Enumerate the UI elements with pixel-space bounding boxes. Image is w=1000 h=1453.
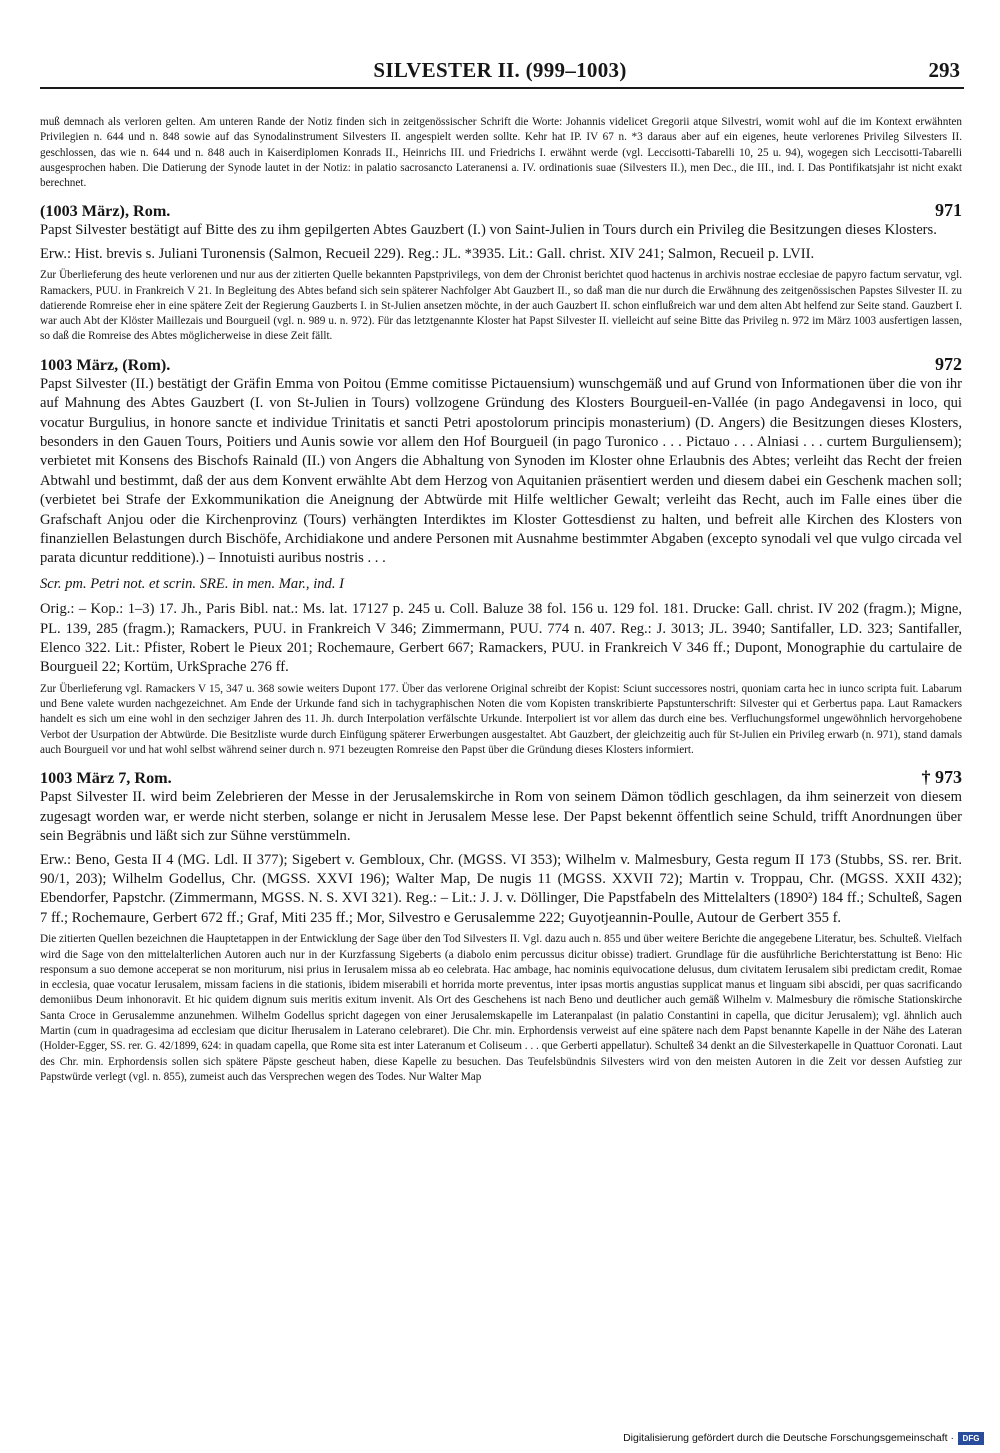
entry-date: 1003 März, (Rom). <box>40 355 171 374</box>
header-title: SILVESTER II. (999–1003) <box>373 58 627 82</box>
entry-summary: Papst Silvester bestätigt auf Bitte des zu ihm gepilgerten Abtes Gauzbert (I.) von Saint-Julien in Tours durch ein Privileg die Besitzungen dieses Klosters. <box>40 222 937 239</box>
entry-note: Die zitierten Quellen bezeichnen die Hauptetappen in der Entwicklung der Sage über den Tod Silvesters II. Vgl. dazu auch n. 855 und über weitere Berichte die angegebene Literatur, bes. Schulteß. Vielfach wird die Sage von den mittelalterlichen Autoren auch nur in der Kurzfassung Sigeberts (a diabolo enim percussus dicitur obisse) tradiert. Grundlage für die ausführliche Berichterstattung ist Beno: Hic responsum a suo demone acceperat se non moriturum, nisi prius in Ierusalem missa ab eo celebrata. Hac ambage, hac nominis equivocatione delusus, dum civitatem Ierusalem sibi predictam credit, Romae in ecclesia, quae vocatur Ierusalem, missam faciens in die stationis, ibidem miserabili et horrida morte preventus, inter ipsas mortis angustias supplicat manus et linguam sibi abscidi, per quas sacrificando demoniibus Deum inhonoravit. Et hic quidem dignum suis meritis exitum invenit. Als Ort des Geschehens ist nach Beno und deutlicher auch gemäß Wilhelm v. Malmesbury die römische Stationskirche Santa Croce in Gerusalemme anzunehmen. Wilhelm Godellus spricht dagegen von einer Jerusalemskapelle im Lateranpalast (in palatio Constantini in capella, que dicitur Jerusalem); vgl. ähnlich auch Martin (cum in quadragesima ad ecclesiam que dicitur Iherusalem in Laterano celebraret). Die Chr. min. Erphordensis verweist auf eine spätere nach dem Papst benannte Kapelle in der Nähe des Lateran (Holder-Egger, SS. rer. G. 42/1899, 624: in quadam capella, que Rome sita est inter Lateranum et Coliseum . . . que Gerberti appellatur). Schulteß 34 denkt an die Silvesterkapelle in Quattuor Coronati. Laut des Chr. min. Erphordensis sollen sich spätere Päpste gescheut haben, diese Kapelle zu besuchen. Das Teufelsbündnis Silvesters wird von den meisten Autoren in die Zeit vor dessen Aufstieg zur Papstwürde verlegt (vgl. n. 855), zumeist auch das Versprechen wegen des Todes. Nur Walter Map <box>40 933 962 1083</box>
entry-date: 1003 März 7, Rom. <box>40 769 172 788</box>
entry-references: Erw.: Hist. brevis s. Juliani Turonensis (Salmon, Recueil 229). Reg.: JL. *3935. Lit.: Gall. christ. XIV 241; Salmon, Recueil p. LVII. <box>40 245 815 262</box>
page-number: 293 <box>928 58 960 82</box>
entry-references: Erw.: Beno, Gesta II 4 (MG. Ldl. II 377); Sigebert v. Gembloux, Chr. (MGSS. VI 353); Wilhelm v. Malmesbury, Gesta regum II 173 (Stubbs, SS. rer. Brit. 90/1, 203); Wilhelm Godellus, Chr. (MGSS. XXVI 196); Walter Map, De nugis 11 (MGSS. XXVII 72); Martin v. Troppau, Chr. (MGSS. XXII 432); Ebendorfer, Papstchr. (Zimmermann, MGSS. N. S. XVI 321). Reg.: – Lit.: J. J. v. Döllinger, Die Papstfabeln des Mittelalters (1890²) 184 ff.; Schulteß, Sagen 7 ff.; Rochemaure, Gerbert 672 ff.; Graf, Miti 235 ff.; Mor, Silvestro e Gerusalemme 222; Guyotjeannin-Poulle, Autour de Gerbert 355 f. <box>40 851 962 926</box>
header-rule <box>40 87 964 89</box>
entry-summary: Papst Silvester (II.) bestätigt der Gräfin Emma von Poitou (Emme comitisse Pictauensium) wunschgemäß und auf Grund von Informationen über die von ihr auf Mahnung des Abtes Gauzbert (I. von St-Julien in Tours) vollzogene Gründung des Klosters Bourgueil-en-Vallée (in pago Andegavensi in loco, qui vocatur Burgulius, in honore sancte et individue Trinitatis et sancti Petri apostolorum principis monasterium) (D. Angers) die Besitzungen dieses Klosters, besonders in den Gauen Tours, Poitiers und Aunis sowie vor allem den Hof Bourgueil (in pago Turonico . . . Pictauo . . . Alniasi . . . curtem Burguliensem); verbietet mit Konsens des Bischofs Rainald (II.) von Angers die Abhaltung von Synoden im Kloster ohne Erlaubnis des Abtes; verleiht das Recht der freien Abtwahl und bestimmt, daß der aus dem Konvent erwählte Abt dem Herzog von Aquitanien präsentiert werden und diesem dabei ein Geschenk machen soll; (verbietet bei Strafe der Exkommunikation die Aneignung der Abtwürde mit Hilfe weltlicher Gewalt; verleiht das Recht, auch im Falle eines über die Grafschaft Anjou oder die Kirchenprovinz (Tours) verhängten Interdiktes im Kloster Gottesdienst zu halten, und befreit alle Kirchen des Klosters von finanziellen Belastungen durch Bischöfe, Archidiakone und andere Personen mit Ausnahme bestimmter Abgaben (excepto synodali vel que vulgo circada vel parata dicuntur redditione).) – Innotuisti auribus nostris . . . <box>40 375 962 567</box>
entry-references: Orig.: – Kop.: 1–3) 17. Jh., Paris Bibl. nat.: Ms. lat. 17127 p. 245 u. Coll. Baluze 38 fol. 156 u. 129 fol. 181. Drucke: Gall. christ. IV 202 (fragm.); Migne, PL. 139, 285 (fragm.); Ramackers, PUU. in Frankreich V 346; Zimmermann, PUU. 774 n. 407. Reg.: J. 3013; JL. 3940; Santifaller, LD. 323; Santifaller, Elenco 322. Lit.: Pfister, Robert le Pieux 201; Rochemaure, Gerbert 667; Ramackers, PUU. in Frankreich V 346 ff.; Dupont, Monographie du cartulaire de Bourgueil 22; Kortüm, UrkSprache 276 ff. <box>40 601 962 676</box>
entry-heading <box>40 767 962 788</box>
entry-date: (1003 März), Rom. <box>40 202 171 221</box>
regest-entry-972 <box>40 354 962 759</box>
running-header <box>40 58 960 84</box>
regest-entry-971 <box>40 200 962 344</box>
entry-heading <box>40 200 962 221</box>
entry-scribe-line: Scr. pm. Petri not. et scrin. SRE. in men. Mar., ind. I <box>40 575 345 592</box>
entry-number: 972 <box>935 353 962 374</box>
entry-note: Zur Überlieferung vgl. Ramackers V 15, 347 u. 368 sowie weiters Dupont 177. Über das verlorene Original schreibt der Kopist: Sciunt successores nostri, quoniam carta hec in iunco scripta fuit. Labarum und Bene valete wurden nachgezeichnet. Am Ende der Urkunde fand sich in tachygraphischen Noten die vom Kopisten transkribierte Papstunterschrift: Silvester qui et Gerbertus papa. Laut Ramackers handelt es sich um eine wohl in den sechziger Jahren des 11. Jh. durch Interpolation verfälschte Urkunde. Interpoliert ist vor allem das durch eine bes. Verfluchungsformel ungewöhnlich hervorgehobene Verbot der Usurpation der Abtwürde. Die Besitzliste wurde durch Einfügung späterer Erwerbungen ausgestaltet. Abt Gauzbert, der gleichzeitig auch für St-Julien ein Privileg erwarb (n. 971), stand damals auch Bourgueil vor und hat wohl selbst während seiner durch n. 971 bezeugten Romreise den Papst über die Gründung dieses Klosters informiert. <box>40 682 962 757</box>
entry-number: † 973 <box>921 767 962 788</box>
entry-summary: Papst Silvester II. wird beim Zelebrieren der Messe in der Jerusalemskirche in Rom von seinem Dämon tödlich geschlagen, da ihm seinerzeit von diesem zugesagt worden war, er werde nicht sterben, solange er nicht in Jerusalem Messe lese. Der Papst bekennt öffentlich seine Schuld, trifft Anordnungen über sein Begräbnis und läßt sich zur Sühne verstümmeln. <box>40 789 962 845</box>
entry-number: 971 <box>935 200 962 221</box>
entry-heading <box>40 354 962 375</box>
regest-entry-973 <box>40 767 962 1085</box>
entry-note: Zur Überlieferung des heute verlorenen und nur aus der zitierten Quelle bekannten Papstprivilegs, von dem der Chronist berichtet quod hactenus in archivis nostrae ecclesiae de papyro factum servatur, vgl. Ramackers, PUU. in Frankreich V 21. In Begleitung des Abtes befand sich sein späterer Nachfolger Abt Gauzbert II., so daß man die nur durch die Erwähnung des zeitgenössischen Papstes Silvester II. zu datierende Romreise eher in eine spätere Zeit der Regierung Gauzberts I. in St-Julien ansetzen möchte, in der auch Gauzbert II. schon einflußreich war und dem alten Abt helfend zur Seite stand. Gauzbert I. war auch Abt der Klöster Maillezais und Bourgueil (vgl. n. 989 u. n. 972). Für das letztgenannte Kloster hat Papst Silvester II. vielleicht auf seine Bitte das Privileg n. 972 im März 1003 ausfertigen lassen, so daß die Romreise des Abtes möglicherweise in diese Zeit fällt. <box>40 269 962 343</box>
dfg-logo: DFG <box>958 1432 984 1445</box>
digitization-credit <box>612 1430 984 1446</box>
credit-text: Digitalisierung gefördert durch die Deutsche Forschungsgemeinschaft · <box>623 1432 954 1444</box>
text-column <box>40 115 962 1085</box>
intro-note: muß demnach als verloren gelten. Am unteren Rande der Notiz finden sich in zeitgenössischer Schrift die Worte: Johannis videlicet Gregorii atque Silvestri, womit wohl auf die im Kontext erwähnten Privilegien n. 644 und n. 848 sowie auf das Synodalinstrument Silvesters II. angespielt werden sollte. Kehr hat IP. IV 67 n. *3 daraus aber auf ein eigenes, heute verlorenes Privileg Silvesters II. geschlossen, das wie n. 644 und n. 848 auch in Kaiserdiplomen Konrads II., Heinrichs III. und Friedrichs I. erwähnt werde (vgl. Leccisotti-Tabarelli 10, 25 u. 94), wogegen sich Leccisotti-Tabarelli ausgesprochen haben. Die Datierung der Synode lautet in der Notiz: in palatio sacrosancto Lateranensi a. IV. ordinationis suae (Silvesters II.), men Dec., die III., ind. I. Das Pontifikatsjahr ist nicht exakt berechnet. <box>40 116 962 190</box>
